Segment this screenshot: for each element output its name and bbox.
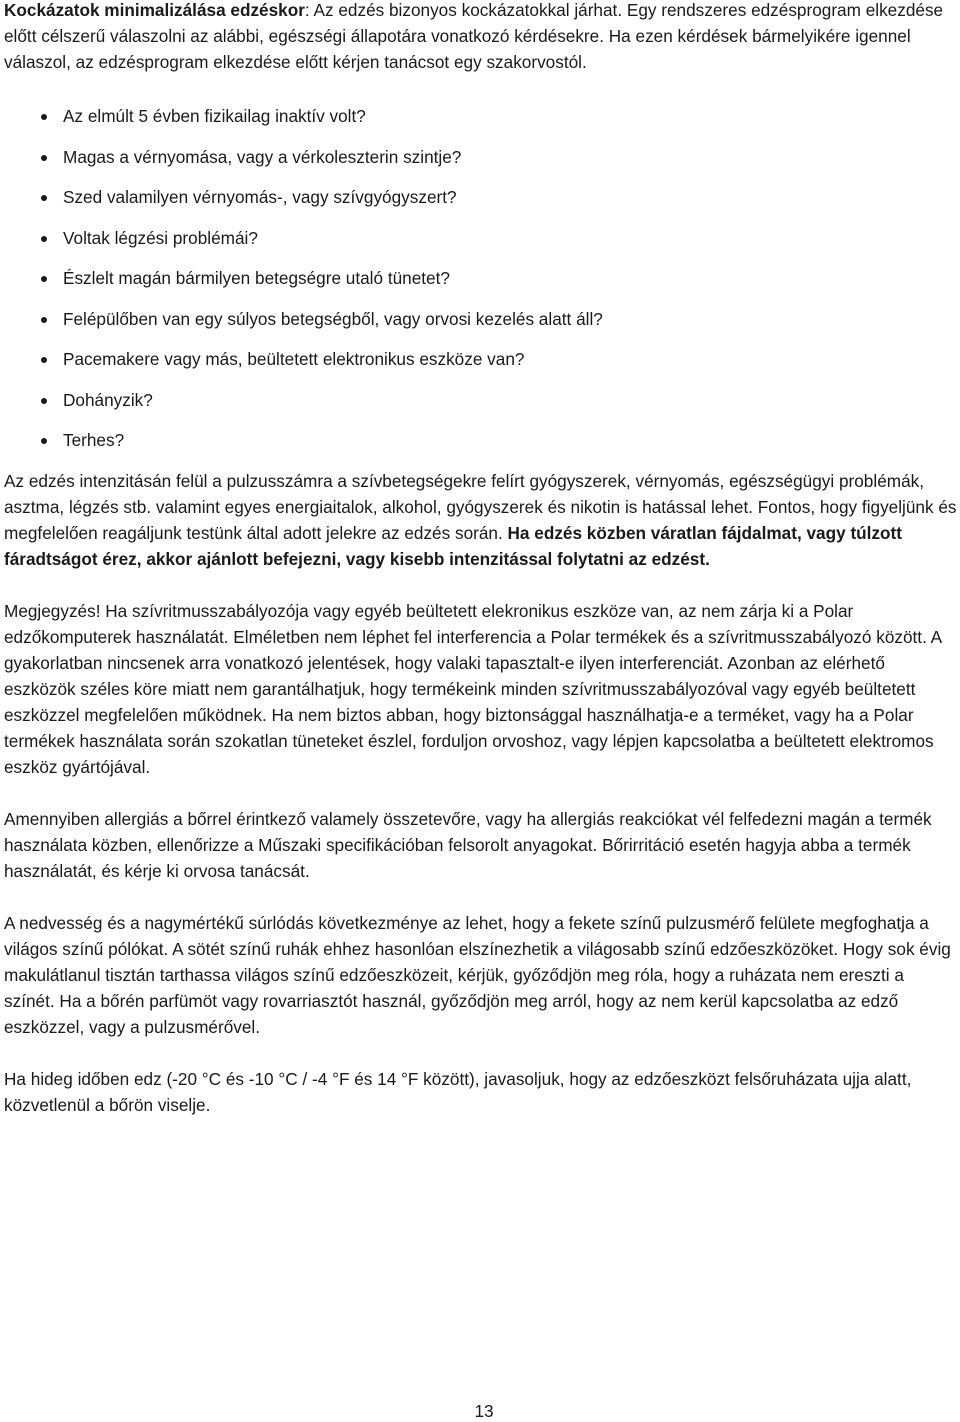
- bullet-icon: [41, 236, 47, 242]
- list-item: Magas a vérnyomása, vagy a vérkoleszterin szintje?: [4, 144, 958, 170]
- bullet-icon: [41, 155, 47, 161]
- list-item: Voltak légzési problémái?: [4, 225, 958, 251]
- intensity-paragraph: [4, 468, 958, 572]
- bullet-icon: [41, 398, 47, 404]
- intro-text: : Az edzés bizonyos kockázatokkal járhat. Egy rendszeres edzésprogram elkezdése előtt célszerű válaszolni az alábbi, egészségi állapotára vonatkozó kérdésekre. Ha ezen kérdések bármelyikére igennel válaszol, az edzésprogram elkezdése előtt kérjen tanácsot egy szakorvostól.: [4, 0, 944, 72]
- list-item: Az elmúlt 5 évben fizikailag inaktív volt?: [4, 103, 958, 129]
- intensity-warning: Ha edzés közben váratlan fájdalmat, vagy túlzott fáradtságot érez, akkor ajánlott befejezni, vagy kisebb intenzitással folytatni az edzést.: [4, 522, 902, 569]
- list-item: Észlelt magán bármilyen betegségre utaló tünetet?: [4, 265, 958, 291]
- note-paragraph: Megjegyzés! Ha szívritmusszabályozója vagy egyéb beültetett elekronikus eszköze van, az nem zárja ki a Polar edzőkomputerek használatát. Elméletben nem léphet fel interferencia a Polar termékek és a szívritmusszabályozó között. A gyakorlatban nincsenek arra vonatkozó jelentések, hogy valaki tapasztalt-e ilyen interferenciát. Azonban az elérhető eszközök széles köre miatt nem garantálhatjuk, hogy termékeink minden szívritmusszabályozóval vagy egyéb beültetett eszközzel megfelelően működnek. Ha nem biztos abban, hogy biztonsággal használhatja-e a terméket, vagy ha a Polar termékek használata során szokatlan tüneteket észlel, forduljon orvoshoz, vagy lépjen kapcsolatba a beültetett elektromos eszköz gyártójával.: [4, 600, 942, 777]
- list-item: Terhes?: [4, 427, 958, 453]
- allergy-paragraph: Amennyiben allergiás a bőrrel érintkező valamely összetevőre, vagy ha allergiás reakciókat vél felfedezni magán a termék használata közben, ellenőrizze a Műszaki specifikációban felsorolt anyagokat. Bőrirritáció esetén hagyja abba a termék használatát, és kérje ki orvosa tanácsát.: [4, 808, 932, 881]
- list-item: Felépülőben van egy súlyos betegségből, vagy orvosi kezelés alatt áll?: [4, 306, 958, 332]
- page-number: 13: [474, 1401, 494, 1421]
- list-item: Dohányzik?: [4, 387, 958, 413]
- intensity-text: Az edzés intenzitásán felül a pulzusszámra a szívbetegségekre felírt gyógyszerek, vérnyomás, egészségügyi problémák, asztma, légzés stb. valamint egyes energiaitalok, alkohol, gyógyszerek és nikotin is hatással lehet. Fontos, hogy figyeljünk és megfelelően reagáljunk testünk által adott jelekre az edzés során.: [4, 470, 957, 543]
- bullet-icon: [41, 317, 47, 323]
- bullet-icon: [41, 195, 47, 201]
- document-page: [4, 0, 958, 1118]
- bullet-icon: [41, 357, 47, 363]
- cold-paragraph: Ha hideg időben edz (-20 °C és -10 °C / -4 °F és 14 °F között), javasoljuk, hogy az edzőeszközt felsőruházata ujja alatt, közvetlenül a bőrön viselje.: [4, 1068, 912, 1115]
- moisture-paragraph: A nedvesség és a nagymértékű súrlódás következménye az lehet, hogy a fekete színű pulzusmérő felülete megfoghatja a világos színű pólókat. A sötét színű ruhák ehhez hasonlóan elszínezhetik a világosabb színű edzőeszközöket. Hogy sok évig makulátlanul tisztán tarthassa világos színű edzőeszközeit, kérjük, győződjön meg róla, hogy a ruházata nem ereszti a színét. Ha a bőrén parfümöt vagy rovarriasztót használ, győződjön meg arról, hogy az nem kerül kapcsolatba az edző eszközzel, vagy a pulzusmérővel.: [4, 912, 951, 1037]
- list-item: Pacemakere vagy más, beültetett elektronikus eszköze van?: [4, 346, 958, 372]
- health-checklist: [4, 103, 958, 453]
- bullet-icon: [41, 438, 47, 444]
- list-item: Szed valamilyen vérnyomás-, vagy szívgyógyszert?: [4, 184, 958, 210]
- intro-paragraph: [4, 0, 958, 75]
- bullet-icon: [41, 276, 47, 282]
- bullet-icon: [41, 114, 47, 120]
- section-title: Kockázatok minimalizálása edzéskor: [4, 0, 305, 20]
